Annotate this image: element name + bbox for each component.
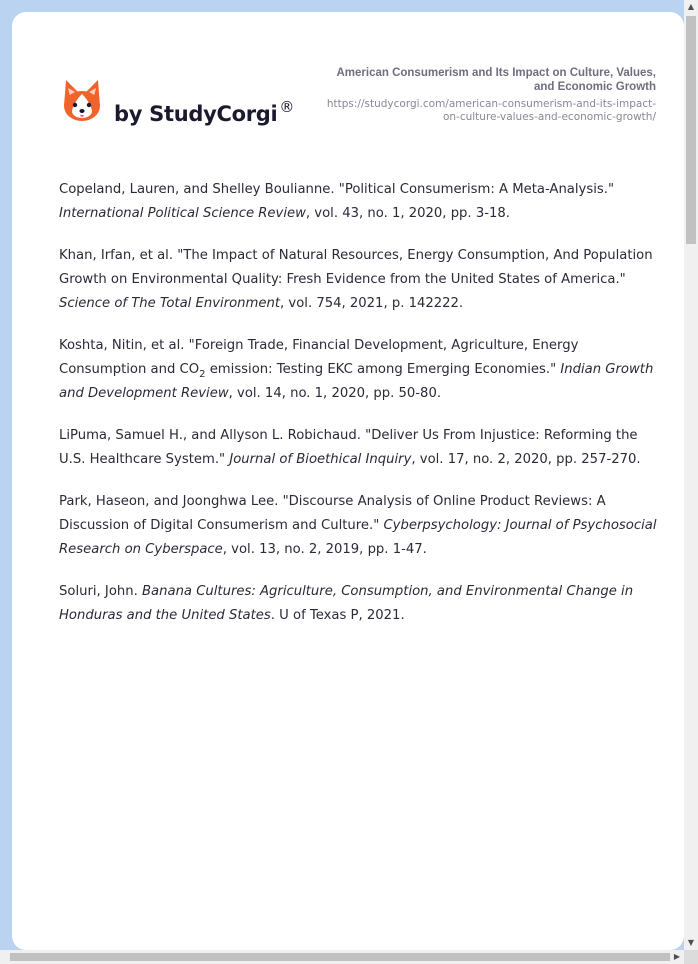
scroll-up-arrow-icon[interactable]: ▲ bbox=[687, 2, 695, 11]
reference-item: Copeland, Lauren, and Shelley Boulianne. "Political Consumerism: A Meta-Analysis." International Political Science Review, vol. 43, no. 1, 2020, pp. 3-18. bbox=[59, 182, 615, 221]
scroll-right-arrow-icon[interactable]: ▶ bbox=[673, 952, 681, 961]
scroll-down-arrow-icon[interactable]: ▼ bbox=[687, 938, 695, 947]
reference-item: Soluri, John. Banana Cultures: Agriculture, Consumption, and Environmental Change in Honduras and the United States. U of Texas P, 2021. bbox=[59, 584, 634, 623]
reference-item: Park, Haseon, and Joonghwa Lee. "Discourse Analysis of Online Product Reviews: A Discussion of Digital Consumerism and Culture." Cyberpsychology: Journal of Psychosocial Research on Cyberspace, vol. 13, no. 2, 2019, pp. 1-47. bbox=[59, 494, 657, 557]
brand-text: by StudyCorgi bbox=[114, 102, 278, 126]
brand-name bbox=[114, 98, 294, 126]
document-url[interactable]: https://studycorgi.com/american-consumerism-and-its-impact-on-culture-values-and-economic-growth/ bbox=[326, 98, 656, 123]
reference-item: LiPuma, Samuel H., and Allyson L. Robichaud. "Deliver Us From Injustice: Reforming the U.S. Healthcare System." Journal of Bioethical Inquiry, vol. 17, no. 2, 2020, pp. 257-270. bbox=[59, 428, 641, 467]
reference-item: Koshta, Nitin, et al. "Foreign Trade, Financial Development, Agriculture, Energy Consumption and $CO_2$ emission: Testing EKC among Emerging Economies." Indian Growth and Development Review, vol. 14, no. 1, 2020, pp. 50-80. bbox=[59, 338, 654, 401]
document-title: American Consumerism and Its Impact on Culture, Values, and Economic Growth bbox=[336, 67, 656, 93]
studycorgi-logo[interactable] bbox=[60, 76, 300, 136]
reference-item: Khan, Irfan, et al. "The Impact of Natural Resources, Energy Consumption, And Population Growth on Environmental Quality: Fresh Evidence from the United States of America." Science of The Total Environment, vol. 754, 2021, p. 142222. bbox=[59, 248, 653, 311]
horizontal-scrollbar[interactable] bbox=[0, 950, 684, 964]
scrollbar-corner bbox=[684, 950, 698, 964]
vertical-scrollbar[interactable] bbox=[684, 0, 698, 950]
reference-list bbox=[59, 178, 657, 646]
corgi-icon bbox=[60, 76, 104, 124]
vertical-scroll-thumb[interactable] bbox=[686, 16, 696, 244]
document-page bbox=[12, 12, 684, 950]
horizontal-scroll-thumb[interactable] bbox=[10, 953, 670, 961]
registered-mark: ® bbox=[279, 98, 295, 116]
